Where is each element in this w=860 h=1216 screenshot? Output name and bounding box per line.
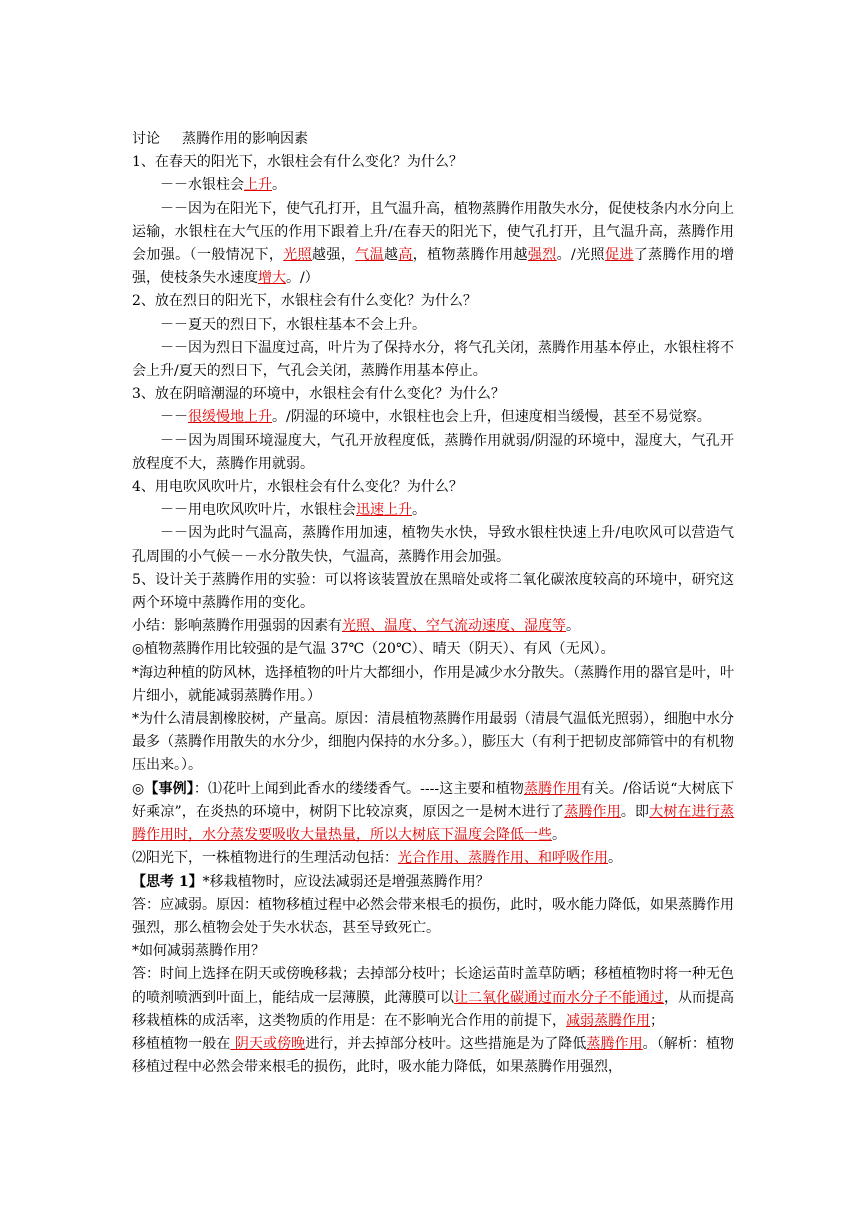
q1-title: 1、在春天的阳光下，水银柱会有什么变化？为什么？: [132, 154, 463, 171]
note-1: ◎植物蒸腾作用比较强的是气温 37℃（20℃）、晴天（阴天）、有风（无风）。: [132, 641, 615, 658]
example-2: ⑵阳光下，一株植物进行的生理活动包括：光合作用、蒸腾作用、和呼吸作用。: [132, 850, 622, 867]
q2-answer-2: －－因为烈日下温度过高，叶片为了保持水分，将气孔关闭，蒸腾作用基本停止，水银柱将不会上升/夏天的烈日下，气孔会关闭，蒸腾作用基本停止。: [132, 339, 734, 380]
example-1: ◎【事例】：⑴花叶上闻到此香水的缕缕香气。----这主要和植物蒸腾作用有关。/俗话说“大树底下好乘凉”，在炎热的环境中，树阴下比较凉爽，原因之一是树木进行了蒸腾作用。即大树在进行蒸腾作用时，水分蒸发要吸收大量热量，所以大树底下温度会降低一些。: [132, 780, 735, 844]
think-1-answer: 答：应减弱。原因：植物移植过程中必然会带来根毛的损伤，此时，吸水能力降低，如果蒸腾作用强烈，那么植物会处于失水状态，甚至导致死亡。: [132, 896, 734, 936]
note-2: *海边种植的防风林，选择植物的叶片大都细小，作用是减少水分散失。（蒸腾作用的器官是叶，叶片细小，就能减弱蒸腾作用。）: [132, 664, 734, 704]
heading-right: 蒸腾作用的影响因素: [182, 131, 308, 147]
think-1-answer-2: 答：时间上选择在阴天或傍晚移栽；去掉部分枝叶；长途运苗时盖草防晒；移植植物时将一种无色的喷剂喷洒到叶面上，能结成一层薄膜，此薄膜可以让二氧化碳通过而水分子不能通过，从而提高移栽植株的成活率，这类物质的作用是：在不影响光合作用的前提下，减弱蒸腾作用；: [132, 966, 734, 1029]
document-page: [132, 128, 734, 1079]
think-1-answer-3: 移植植物一般在 阴天或傍晚进行，并去掉部分枝叶。这些措施是为了降低蒸腾作用。（解析：植物移植过程中必然会带来根毛的损伤，此时，吸水能力降低，如果蒸腾作用强烈，: [132, 1035, 735, 1076]
think-1-question-2: *如何减弱蒸腾作用？: [132, 943, 265, 960]
q1-answer-2: －－因为在阳光下，使气孔打开，且气温升高，植物蒸腾作用散失水分，促使枝条内水分向上运输，水银柱在大气压的作用下跟着上升/在春天的阳光下，使气孔打开，且气温升高，蒸腾作用会加强。（一般情况下，光照越强，气温越高，植物蒸腾作用越强烈。/光照促进了蒸腾作用的增强，使枝条失水速度增大。/）: [132, 200, 735, 287]
q5-title: 5、设计关于蒸腾作用的实验：可以将该装置放在黑暗处或将二氧化碳浓度较高的环境中，研究这两个环境中蒸腾作用的变化。: [132, 571, 734, 612]
q2-title: 2、放在烈日的阳光下，水银柱会有什么变化？为什么？: [132, 293, 477, 310]
q4-answer-1: －－用电吹风吹叶片，水银柱会迅速上升。: [160, 502, 426, 519]
q4-title: 4、用电吹风吹叶片，水银柱会有什么变化？为什么？: [132, 479, 463, 496]
section-heading: [132, 128, 734, 151]
q3-answer-1: －－很缓慢地上升。/阴湿的环境中，水银柱也会上升，但速度相当缓慢，甚至不易觉察。: [160, 409, 711, 426]
heading-left: 讨论: [132, 131, 160, 147]
q1-answer-1: －－水银柱会上升。: [160, 177, 286, 194]
note-3: *为什么清晨割橡胶树，产量高。原因：清晨植物蒸腾作用最弱（清晨气温低光照弱），细胞中水分最多（蒸腾作用散失的水分少，细胞内保持的水分多。），膨压大（有利于把韧皮部筛管中的有机物压出来。）。: [132, 711, 734, 774]
q3-title: 3、放在阴暗潮湿的环境中，水银柱会有什么变化？为什么？: [132, 386, 505, 403]
q3-answer-2: －－因为周围环境湿度大，气孔开放程度低，蒸腾作用就弱/阴湿的环境中，湿度大，气孔开放程度不大，蒸腾作用就弱。: [132, 432, 734, 472]
q2-answer-1: －－夏天的烈日下，水银柱基本不会上升。: [160, 316, 426, 333]
q4-answer-2: －－因为此时气温高，蒸腾作用加速，植物失水快，导致水银柱快速上升/电吹风可以营造气孔周围的小气候－－水分散失快，气温高，蒸腾作用会加强。: [132, 525, 734, 565]
think-1-question: 【思考 1】*移栽植物时，应设法减弱还是增强蒸腾作用？: [132, 873, 490, 890]
summary: 小结：影响蒸腾作用强弱的因素有光照、温度、空气流动速度、湿度等。: [132, 618, 580, 635]
